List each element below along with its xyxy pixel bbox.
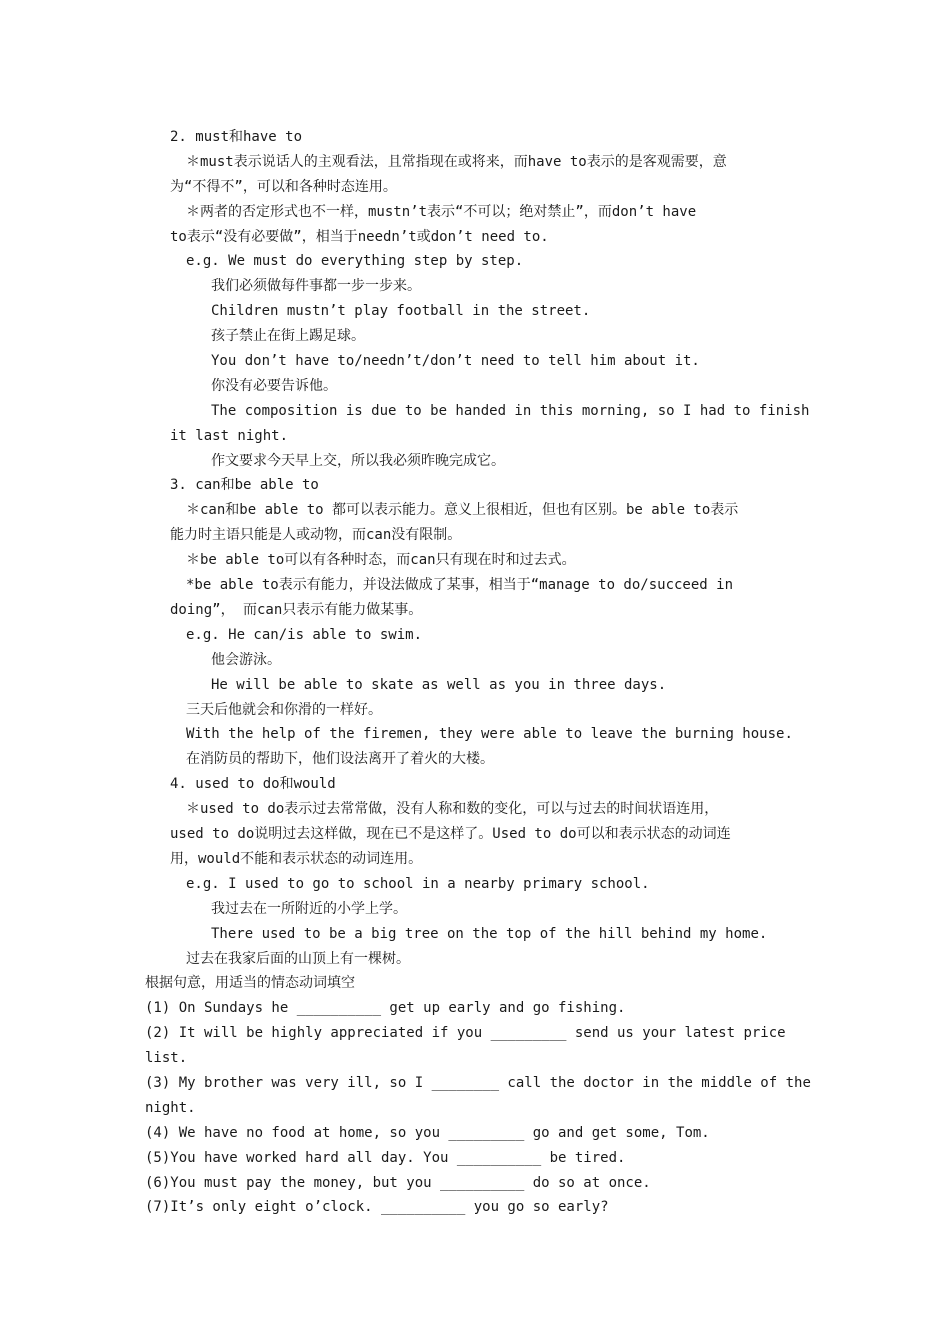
paragraph-line: ＊两者的否定形式也不一样，mustn’t表示“不可以；绝对禁止”，而don’t have [186, 204, 697, 220]
section-heading-used-to-would: 4. used to do和would [170, 776, 336, 792]
example-sentence: The composition is due to be handed in this morning, so I had to finish [211, 403, 810, 419]
paragraph-line: ＊must表示说话人的主观看法，且常指现在或将来，而have to表示的是客观需要，意 [186, 154, 727, 170]
example-translation: 在消防员的帮助下，他们设法离开了着火的大楼。 [186, 751, 494, 767]
example-translation: 孩子禁止在街上踢足球。 [211, 328, 365, 344]
example-sentence: Children mustn’t play football in the street. [211, 303, 591, 319]
example-translation: 我们必须做每件事都一步一步来。 [211, 278, 421, 294]
example-sentence: e.g. He can/is able to swim. [186, 627, 423, 643]
example-translation: 过去在我家后面的山顶上有一棵树。 [186, 951, 410, 967]
example-sentence: e.g. We must do everything step by step. [186, 253, 524, 269]
exercise-question-2-cont: list. [145, 1050, 188, 1066]
paragraph-line: to表示“没有必要做”，相当于needn’t或don’t need to. [170, 229, 549, 245]
example-translation: 我过去在一所附近的小学上学。 [211, 901, 407, 917]
exercise-question-3: (3) My brother was very ill, so I ________ call the doctor in the middle of the [145, 1075, 811, 1091]
section-heading-must-have-to: 2. must和have to [170, 129, 303, 145]
example-sentence: There used to be a big tree on the top of the hill behind my home. [211, 926, 768, 942]
exercise-question-1: (1) On Sundays he __________ get up early and go fishing. [145, 1000, 626, 1016]
exercise-question-5: (5)You have worked hard all day. You __________ be tired. [145, 1150, 626, 1166]
example-sentence: With the help of the firemen, they were able to leave the burning house. [186, 726, 793, 742]
example-translation: 你没有必要告诉他。 [211, 378, 337, 394]
exercise-question-3-cont: night. [145, 1100, 196, 1116]
exercise-question-2: (2) It will be highly appreciated if you _________ send us your latest price [145, 1025, 786, 1041]
paragraph-line: *be able to表示有能力，并设法做成了某事，相当于“manage to do/succeed in [186, 577, 734, 593]
paragraph-line: 用，would不能和表示状态的动词连用。 [170, 851, 423, 867]
paragraph-line: used to do说明过去这样做，现在已不是这样了。Used to do可以和表示状态的动词连 [170, 826, 731, 842]
paragraph-line: ＊be able to可以有各种时态，而can只有现在时和过去式。 [186, 552, 576, 568]
example-translation: 三天后他就会和你滑的一样好。 [186, 702, 382, 718]
example-translation: 他会游泳。 [211, 652, 281, 668]
paragraph-line: 能力时主语只能是人或动物，而can没有限制。 [170, 527, 462, 543]
exercise-question-4: (4) We have no food at home, so you _________ go and get some, Tom. [145, 1125, 710, 1141]
paragraph-line: ＊used to do表示过去常常做，没有人称和数的变化，可以与过去的时间状语连用， [186, 801, 719, 817]
exercise-question-7: (7)It’s only eight o’clock. __________ you go so early? [145, 1199, 609, 1215]
exercise-question-6: (6)You must pay the money, but you __________ do so at once. [145, 1175, 651, 1191]
section-heading-can-be-able-to: 3. can和be able to [170, 477, 319, 493]
example-sentence: e.g. I used to go to school in a nearby primary school. [186, 876, 650, 892]
paragraph-line: ＊can和be able to 都可以表示能力。意义上很相近，但也有区别。be able to表示 [186, 502, 739, 518]
paragraph-line: doing”， 而can只表示有能力做某事。 [170, 602, 423, 618]
example-sentence: He will be able to skate as well as you in three days. [211, 677, 667, 693]
example-translation: 作文要求今天早上交，所以我必须昨晚完成它。 [211, 453, 505, 469]
exercise-title: 根据句意，用适当的情态动词填空 [145, 975, 355, 991]
example-sentence: it last night. [170, 428, 289, 444]
example-sentence: You don’t have to/needn’t/don’t need to tell him about it. [211, 353, 700, 369]
paragraph-line: 为“不得不”，可以和各种时态连用。 [170, 179, 397, 195]
